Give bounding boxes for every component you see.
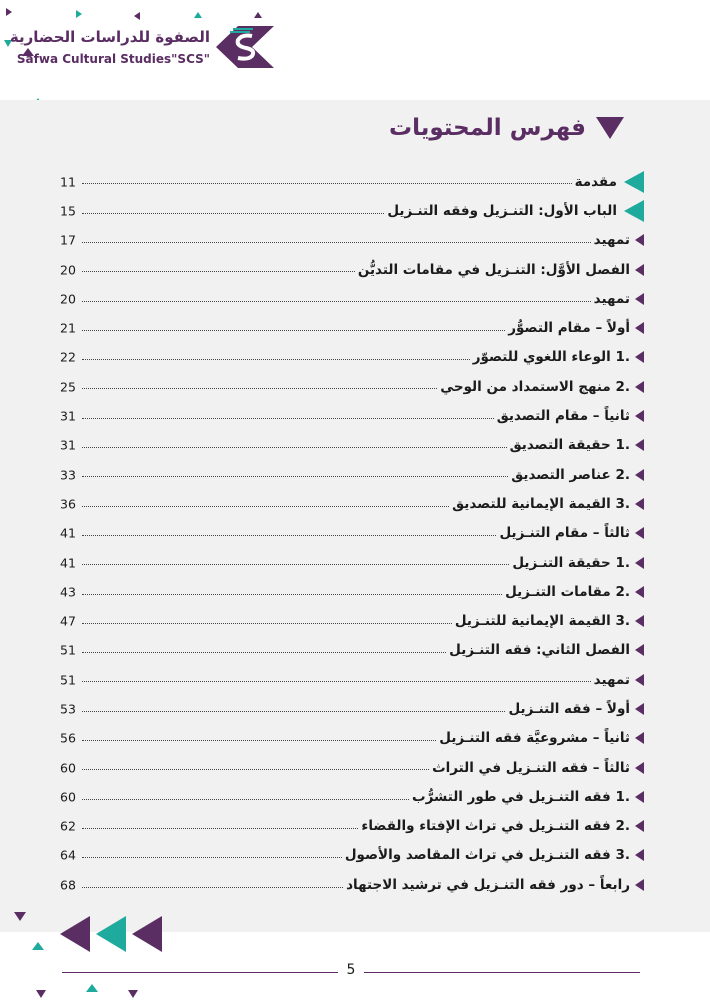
toc-entry-page: 31 <box>60 437 76 453</box>
toc-entry-page: 22 <box>60 349 76 365</box>
scs-monogram-icon <box>216 24 274 70</box>
toc-entry[interactable] <box>60 665 644 694</box>
teal-triangle-icon <box>624 200 644 222</box>
purple-triangle-icon <box>635 439 644 451</box>
toc-entry-page: 60 <box>60 789 76 805</box>
toc-entry-label: تمهيد <box>593 232 630 249</box>
toc-entry-page: 41 <box>60 555 76 570</box>
toc-entry-page: 51 <box>60 642 76 658</box>
toc-entry-page: 20 <box>60 262 76 278</box>
toc-entry-page: 33 <box>60 467 76 483</box>
dot-leader <box>82 594 502 595</box>
toc-entry-label: .1 فقه التنـزيل في طور التشرُّب <box>412 788 630 805</box>
dot-leader <box>82 887 343 888</box>
toc-entry-page: 64 <box>60 847 76 863</box>
toc-entry-page: 31 <box>60 408 76 424</box>
purple-triangle-icon <box>635 234 644 246</box>
purple-triangle-icon <box>635 732 644 744</box>
toc-entry-label: تمهيد <box>593 290 630 307</box>
toc-entry-page: 17 <box>60 232 76 248</box>
toc-entry-label: الفصل الثاني: فقه التنـزيل <box>449 642 630 659</box>
toc-entry-label: الفصل الأوَّل: التنـزيل في مقامات التديُّن <box>357 261 630 278</box>
toc-entry-label: رابعاً – دور فقه التنـزيل في ترشيد الاجتهاد <box>346 876 630 893</box>
purple-triangle-icon <box>635 644 644 656</box>
small-triangle-mark <box>14 912 26 922</box>
dot-leader <box>82 476 508 477</box>
toc-entry[interactable] <box>60 489 644 518</box>
purple-triangle-icon <box>635 469 644 481</box>
logo-english-name: Safwa Cultural Studies"SCS" <box>16 52 210 66</box>
dot-leader <box>82 330 505 331</box>
dot-leader <box>82 242 591 243</box>
toc-entry-label: .1 الوعاء اللغوي للتصوّر <box>472 349 630 366</box>
dot-leader <box>82 271 355 272</box>
toc-entry[interactable] <box>60 548 644 577</box>
toc-entry-page: 62 <box>60 818 76 834</box>
toc-entry[interactable] <box>60 870 644 899</box>
dot-leader <box>82 769 429 770</box>
dot-leader <box>82 681 591 682</box>
toc-entry[interactable] <box>60 313 644 342</box>
purple-triangle-icon <box>635 264 644 276</box>
toc-entry-label: .2 مقامات التنـزيل <box>505 583 630 600</box>
toc-entry[interactable] <box>60 606 644 635</box>
toc-entry[interactable] <box>60 284 644 313</box>
toc-entry[interactable] <box>60 636 644 665</box>
toc-entry[interactable] <box>60 841 644 870</box>
dot-leader <box>82 652 446 653</box>
dot-leader <box>82 506 449 507</box>
dot-leader <box>82 359 470 360</box>
page-header <box>0 0 710 100</box>
purple-triangle-icon <box>635 322 644 334</box>
toc-entry[interactable] <box>60 724 644 753</box>
toc-entry-page: 20 <box>60 291 76 307</box>
dot-leader <box>82 388 437 389</box>
table-of-contents <box>60 167 644 899</box>
toc-entry-label: .3 القيمة الإيمانية للتنـزيل <box>454 613 630 630</box>
toc-entry-label: ثانياً – مقام التصديق <box>496 408 630 425</box>
toc-entry-page: 15 <box>60 203 76 219</box>
purple-triangle-icon <box>635 703 644 715</box>
toc-entry-label: .3 فقه التنـزيل في تراث المقاصد والأصول <box>344 847 630 864</box>
toc-entry-label: ثانياً – مشروعيَّة فقه التنـزيل <box>439 730 630 747</box>
toc-entry[interactable] <box>60 343 644 372</box>
dot-leader <box>82 564 509 565</box>
toc-entry[interactable] <box>60 577 644 606</box>
logo-arabic-name: الصفوة للدراسات الحضارية <box>9 28 210 46</box>
purple-triangle-icon <box>635 586 644 598</box>
toc-entry[interactable] <box>60 226 644 255</box>
toc-entry-page: 11 <box>60 174 76 190</box>
toc-entry[interactable] <box>60 255 644 284</box>
toc-entry[interactable] <box>60 167 644 196</box>
toc-entry-label: ثالثاً – مقام التنـزيل <box>499 525 630 542</box>
page-number: 5 <box>346 962 356 978</box>
purple-triangle-icon <box>635 527 644 539</box>
toc-entry-page: 68 <box>60 877 76 893</box>
toc-entry[interactable] <box>60 401 644 430</box>
toc-entry-page: 41 <box>60 525 76 541</box>
dot-leader <box>82 857 342 858</box>
purple-triangle-icon <box>635 293 644 305</box>
purple-triangle-icon <box>635 674 644 686</box>
footer-rule-right <box>364 972 640 973</box>
dot-leader <box>82 447 507 448</box>
toc-entry[interactable] <box>60 372 644 401</box>
footer-rule-left <box>62 972 338 973</box>
toc-entry[interactable] <box>60 431 644 460</box>
dot-leader <box>82 623 452 624</box>
purple-triangle-icon <box>635 879 644 891</box>
toc-entry-label: ثالثاً – فقه التنـزيل في التراث <box>432 759 630 776</box>
toc-entry[interactable] <box>60 460 644 489</box>
dot-leader <box>82 828 358 829</box>
toc-entry-page: 25 <box>60 379 76 395</box>
toc-entry[interactable] <box>60 519 644 548</box>
toc-entry-page: 56 <box>60 730 76 746</box>
toc-entry-page: 60 <box>60 760 76 776</box>
purple-triangle-icon <box>635 820 644 832</box>
purple-triangle-icon <box>635 849 644 861</box>
toc-entry-label: تمهيد <box>593 671 630 688</box>
toc-entry[interactable] <box>60 782 644 811</box>
toc-entry[interactable] <box>60 753 644 782</box>
dot-leader <box>82 711 505 712</box>
dot-leader <box>82 799 409 800</box>
toc-entry-page: 43 <box>60 584 76 600</box>
toc-entry[interactable] <box>60 196 644 225</box>
footer-arrow-triangles <box>60 916 164 952</box>
dot-leader <box>82 740 436 741</box>
toc-entry-label: أولاً – فقه التنـزيل <box>508 700 630 717</box>
purple-triangle-icon <box>635 762 644 774</box>
toc-entry-page: 36 <box>60 496 76 512</box>
toc-entry-page: 47 <box>60 613 76 629</box>
toc-entry-label: الباب الأول: التنـزيل وفقه التنـزيل <box>387 202 617 219</box>
toc-entry-page: 53 <box>60 701 76 717</box>
dot-leader <box>82 535 496 536</box>
teal-triangle-icon <box>624 171 644 193</box>
purple-triangle-icon <box>635 791 644 803</box>
page-title: فهرس المحتويات <box>388 115 586 141</box>
dot-leader <box>82 301 591 302</box>
toc-entry-label: .2 منهج الاستمداد من الوحي <box>440 378 630 395</box>
dot-leader <box>82 213 384 214</box>
toc-entry-page: 51 <box>60 672 76 688</box>
purple-triangle-icon <box>635 351 644 363</box>
toc-entry-label: .3 القيمة الإيمانية للتصديق <box>452 495 630 512</box>
toc-entry-label: .2 فقه التنـزيل في تراث الإفتاء والقضاء <box>361 818 630 835</box>
dot-leader <box>82 418 494 419</box>
dot-leader <box>82 183 572 184</box>
purple-triangle-icon <box>635 381 644 393</box>
purple-triangle-icon <box>635 615 644 627</box>
publisher-logo <box>9 24 274 74</box>
toc-entry-label: .1 حقيقة التصديق <box>509 437 630 454</box>
toc-entry-label: مقدمة <box>574 173 617 190</box>
toc-entry-label: .2 عناصر التصديق <box>511 466 630 483</box>
purple-triangle-icon <box>635 410 644 422</box>
purple-triangle-icon <box>635 498 644 510</box>
purple-triangle-icon <box>635 557 644 569</box>
toc-entry[interactable] <box>60 694 644 723</box>
toc-entry-page: 21 <box>60 320 76 336</box>
toc-entry[interactable] <box>60 812 644 841</box>
toc-entry-label: .1 حقيقة التنـزيل <box>512 554 630 571</box>
title-triangle-icon <box>596 117 624 139</box>
toc-entry-label: أولاً – مقام التصوُّر <box>508 320 630 337</box>
toc-title <box>389 112 624 144</box>
